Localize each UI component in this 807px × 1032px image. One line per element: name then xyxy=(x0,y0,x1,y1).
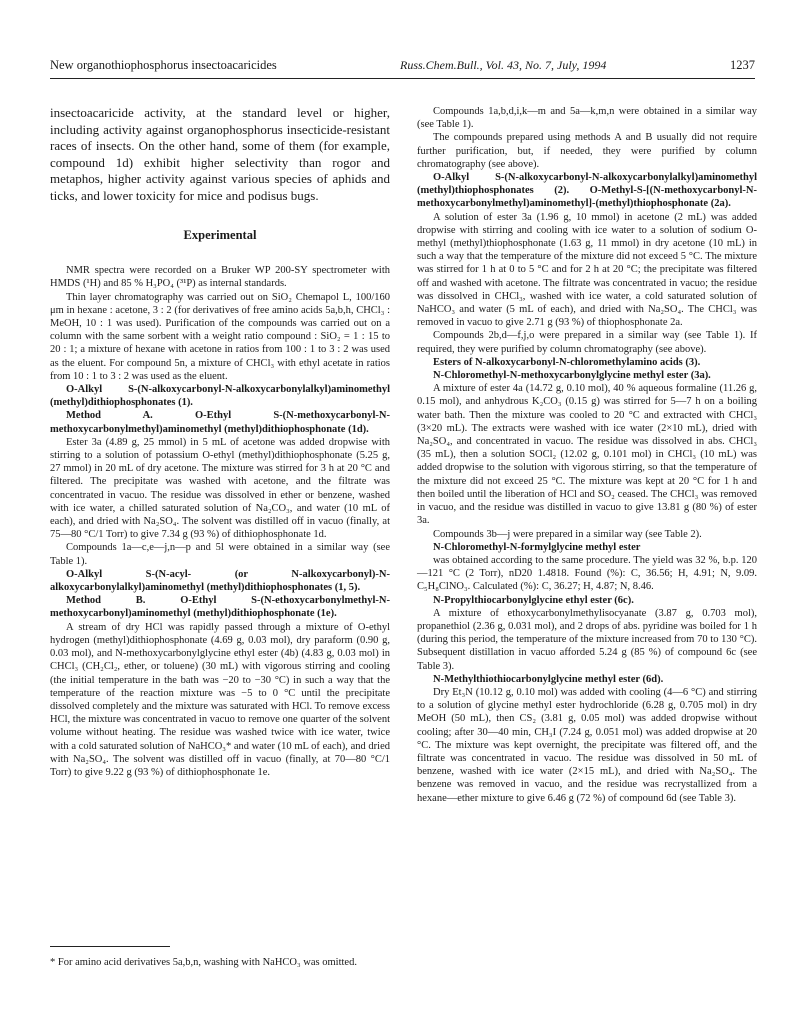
paragraph-6c: A mixture of ethoxycarbonylmethylisocyanate (3.87 g, 0.703 mol), propanethiol (2.36 g, 0.031 mol), and 2 drops of abs. pyridine was boiled for 1 h (during this period, the temperature of the mixture increased from 70 to 130 °C). Subsequent distillation in vacuo afforded 5.24 g (85 %) of compound 6c (see Table 3). xyxy=(417,607,757,672)
footnote: * For amino acid derivatives 5a,b,n, washing with NaHCO₃ was omitted. xyxy=(50,957,357,968)
right-column xyxy=(417,105,757,805)
intro-paragraph: insectoacaricide activity, at the standard level or higher, including activity against organophosphorus insecticide-resistant races of insects. On the other hand, some of them (for example, compound 1d) exhibit higher selectivity than rogor and metaphos, higher activity against various species of aphids and ticks, and lower toxicity for mice and podisus bugs. xyxy=(50,105,390,203)
heading-thiophosphonates-2: O-Alkyl S-(N-alkoxycarbonyl-N-alkoxycarbonylalkyl)aminomethyl (methyl)thiophosphonates (2). O-Methyl-S-[(N-methoxycarbonyl-N-methoxycarbonylmethyl)aminomethyl]-(methyl)thiophosphonate (2a). xyxy=(417,172,757,210)
heading-method-a: Method A. O-Ethyl S-(N-methoxycarbonyl-N-methoxycarbonylmethyl)aminomethyl (methyl)dithiophosphonate (1d). xyxy=(50,410,390,435)
paragraph-2a: A solution of ester 3a (1.96 g, 10 mmol) in acetone (2 mL) was added dropwise with stirring and cooling with ice water to a solution of sodium O-methyl (methyl)thiophosphonate (1.63 g, 11 mmol) in dry acetone (10 mL) in such a way that the temperature of the mixture did not exceed 5 °C. The mixture was stirred for 1 h at 0 to 5 °C and for 2 h at 20 °C; the precipitate was filtered off and washed with acetone. The filtrate was concentrated in vacuo; the residue was dissolved in CHCl₃, washed with ice water, a cold saturated solution of NaHCO₃ and water (5 mL of each), and dried with Na₂SO₄. The CHCl₃ was removed in vacuo to give 2.71 g (93 %) of thiophosphonate 2a. xyxy=(417,211,757,329)
heading-3a: N-Chloromethyl-N-methoxycarbonylglycine methyl ester (3a). xyxy=(433,370,711,382)
header-citation: Russ.Chem.Bull., Vol. 43, No. 7, July, 1994 xyxy=(400,58,607,72)
heading-esters-3: Esters of N-alkoxycarbonyl-N-chloromethylamino acids (3). xyxy=(433,356,701,368)
heading-compounds-1-5: O-Alkyl S-(N-acyl- (or N-alkoxycarbonyl)-N-alkoxycarbonylalkyl)aminomethyl (methyl)dithiophosphonates (1, 5). xyxy=(50,568,390,594)
paragraph-method-a: Ester 3a (4.89 g, 25 mmol) in 5 mL of acetone was added dropwise with stirring to a solution of potassium O-ethyl (methyl)dithiophosphonate (5.25 g, 27 mmol) in 20 mL of dry acetone. The mixture was stirred for 3 h at 20 °C and filtered. The precipitate was washed with acetone, and the filtrate was concentrated in vacuo. The residue was dissolved in ether or benzene, washed with ice water, a chilled saturated solution of Na₂CO₃, and water (10 mL of each), and dried with Na₂SO₄. The solvent was distilled off in vacuo (finally, at 75—80 °C/1 Torr) to give 7.34 g (93 %) of dithiophosphonate 1d. xyxy=(50,436,390,541)
paragraph-3-similar: Compounds 3b—j were prepared in a similar way (see Table 2). xyxy=(433,528,702,540)
paragraph-method-b: A stream of dry HCl was rapidly passed through a mixture of O-ethyl hydrogen (methyl)dithiophosphonate (4.69 g, 0.03 mol), dry paraform (0.90 g, 0.03 mol), and N-methoxycarbonylglycine ethyl ester (4b) (4.83 g, 0.03 mol) in CHCl₃ (CH₂Cl₂, ether, or toluene) (30 mL) with vigorous stirring and cooling (the initial temperature in the bath was −20 to −30 °C) in such a way that the temperature of the reaction mixture was −5 to 0 °C until the precipitate dissolved completely and the mixture was saturated with HCl. To remove excess HCl, the mixture was concentrated in vacuo to remove one quarter of the solvent volume without heating. The residue was washed twice with ice water, twice with a cold saturated solution of NaHCO₃* and water (10 mL of each), and dried with Na₂SO₄. The solvent was distilled off in vacuo (finally, at 70—80 °C/1 Torr) to give 9.22 g (93 %) of dithiophosphonate 1e. xyxy=(50,621,390,778)
heading-method-b: Method B. O-Ethyl S-(N-ethoxycarbonylmethyl-N-methoxycarbonyl)aminomethyl (methyl)dithiophosphonate (1e). xyxy=(50,595,390,620)
header-title: New organothiophosphorus insectoacaricides xyxy=(50,58,277,72)
footnote-rule xyxy=(50,946,170,947)
paragraph-6d: Dry Et₃N (10.12 g, 0.10 mol) was added with cooling (4—6 °C) and stirring to a solution of glycine methyl ester hydrochloride (6.28 g, 0.705 mol) in dry MeOH (50 mL), then CS₂ (3.81 g, 0.05 mol) was added dropwise without cooling; after 30—40 min, CH₃I (7.24 g, 0.051 mol) was added dropwise at 20 °C. The mixture was kept overnight, the precipitate was filtered off, and the filtrate was concentrated in vacuo. The residue was dissolved in 50 mL of benzene, washed with ice water (2×15 mL), and dried with Na₂SO₄. The benzene was removed in vacuo, and the residue was recrystallized from a hexane—ether mixture to give 6.46 g (72 %) of compound 6d (see Table 3). xyxy=(417,686,757,804)
paragraph-formylglycine: was obtained according to the same procedure. The yield was 32 %, b.p. 120—121 °C (2 Torr), nD20 1.4818. Found (%): C, 36.56; H, 4.91; N, 9.09. C₅H₈ClNO₃. Calculated (%): C, 36.27; H, 4.87; N, 8.46. xyxy=(417,554,757,593)
paragraph-similar-1: Compounds 1a—c,e—j,n—p and 5l were obtained in a similar way (see Table 1). xyxy=(50,542,390,567)
heading-6d: N-Methylthiothiocarbonylglycine methyl ester (6d). xyxy=(433,673,664,685)
paragraph-tlc: Thin layer chromatography was carried out on SiO₂ Chemapol L, 100/160 μm in hexane : acetone, 3 : 2 (for derivatives of free amino acids 5a,b,h, CHCl₃ : MeOH, 10 : 1 was used). Purification of the compounds was carried out on a column with the same sorbent with a weight ratio compound : SiO₂ = 1 : 15 to 20 : 1; a mixture of hexane with acetone in ratios from 100 : 1 to 3 : 2 was used as the eluent. For compound 5n, a mixture of CHCl₃ with ethyl acetate in ratios from 10 : 1 to 3 : 2 was used as the eluent. xyxy=(50,291,390,382)
section-heading-experimental: Experimental xyxy=(183,228,257,242)
intro-block xyxy=(50,105,390,204)
running-header xyxy=(50,56,755,79)
paragraph-3a: A mixture of ester 4a (14.72 g, 0.10 mol), 40 % aqueous formaline (11.26 g, 0.15 mol), and anhydrous K₂CO₃ (0.15 g) was stirred for 5—7 h on a boiling water bath. Then the mixture was cooled to 20 °C and extracted with CHCl₃ (3×20 mL). The extracts were washed with ice water (2×10 mL), dried with Na₂SO₄, and concentrated in vacuo. The residue was dissolved in abs. CHCl₃ (35 mL), then a solution SOCl₂ (12.02 g, 0.101 mol) in CHCl₃ (10 mL) was added dropwise to the solution with vigorous stirring, so that the temperature of the mixture did not exceed 25 °C. The mixture was kept at 20 °C for 1 h and then boiled until the liberation of HCl and SO₂ ceased. The CHCl₃ was removed in vacuo, and the residue was distilled in vacuo to give 13.81 g (80 %) of ester 3a. xyxy=(417,383,757,527)
left-column xyxy=(50,105,390,779)
paragraph-nmr: NMR spectra were recorded on a Bruker WP 200-SY spectrometer with HMDS (¹H) and 85 % H₃PO₄ (³¹P) as internal standards. xyxy=(50,265,390,290)
heading-formylglycine: N-Chloromethyl-N-formylglycine methyl ester xyxy=(433,541,641,553)
heading-6c: N-Propylthiocarbonylglycine ethyl ester (6c). xyxy=(433,594,634,606)
heading-compounds-1: O-Alkyl S-(N-alkoxycarbonyl-N-alkoxycarbonylalkyl)aminomethyl (methyl)dithiophosphonates (1). xyxy=(50,384,390,409)
paragraph-purification: The compounds prepared using methods A and B usually did not require further purification, but, if needed, they were purified by column chromatography (see above). xyxy=(417,132,757,170)
paragraph-similar-2: Compounds 1a,b,d,i,k—m and 5a—k,m,n were obtained in a similar way (see Table 1). xyxy=(417,106,757,131)
paragraph-2-similar: Compounds 2b,d—f,j,o were prepared in a similar way (see Table 1). If required, they were purified by column chromatography (see above). xyxy=(417,330,757,355)
page-number: 1237 xyxy=(730,58,755,72)
